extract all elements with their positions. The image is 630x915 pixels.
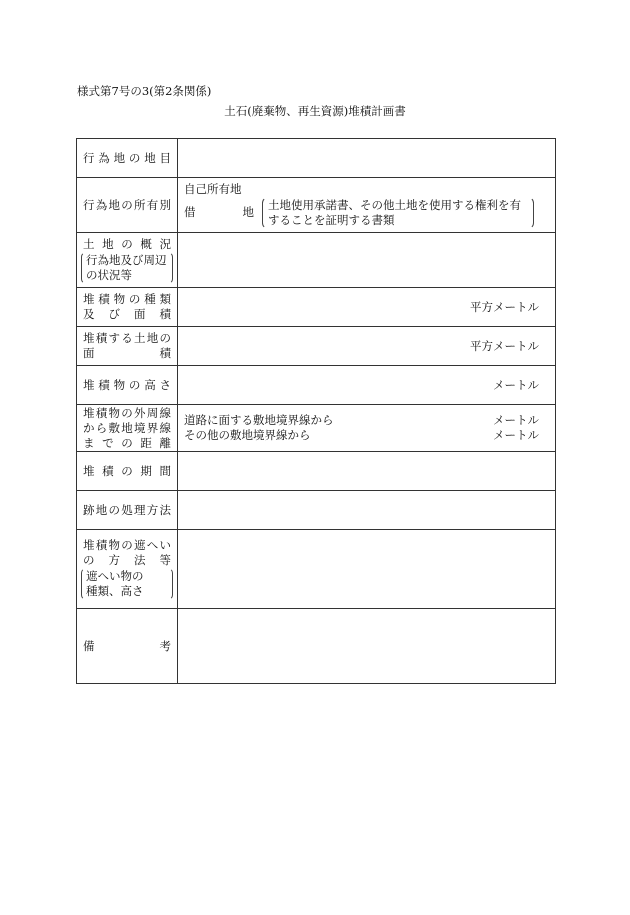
screening-note-line1: 遮へい物の — [86, 569, 144, 583]
row-remarks — [77, 609, 556, 684]
leased-char-a: 借 — [184, 205, 196, 219]
field-pile-type[interactable] — [178, 288, 556, 327]
label-pile-type-line1: 堆積物の種類 — [83, 292, 171, 306]
row-pile-land-area — [77, 327, 556, 366]
field-screening[interactable] — [178, 530, 556, 609]
plan-form-table — [76, 138, 556, 684]
label-site-owner: 行為地の所有別 — [83, 197, 171, 212]
option-own-land[interactable]: 自己所有地 — [184, 181, 242, 196]
distance-road-label: 道路に面する敷地境界線から — [184, 413, 334, 427]
leased-char-b: 地 — [242, 205, 254, 219]
label-pile-period: 堆積の期間 — [83, 463, 171, 478]
label-screening-line2: の方法等 — [83, 553, 171, 567]
field-pile-land-area[interactable] — [178, 327, 556, 366]
row-screening — [77, 530, 556, 609]
row-site-restore — [77, 491, 556, 530]
field-pile-distance[interactable] — [178, 405, 556, 452]
label-pile-land-line2: 面積 — [83, 346, 171, 360]
unit-square-meters: 平方メートル — [470, 338, 539, 353]
distance-other-label: その他の敷地境界線から — [184, 428, 311, 442]
label-screening-line1: 堆積物の遮へい — [83, 538, 171, 552]
unit-meters: メートル — [493, 413, 539, 427]
label-site-restore: 跡地の処理方法 — [83, 502, 171, 517]
field-pile-period[interactable] — [178, 452, 556, 491]
land-overview-note-line2: の状況等 — [86, 267, 132, 282]
label-pile-height: 堆積物の高さ — [83, 377, 171, 392]
screening-note — [81, 568, 173, 600]
field-remarks[interactable] — [178, 609, 556, 684]
leased-note: 土地使用承諾書、その他土地を使用する権利を有することを証明する書類 — [262, 197, 534, 229]
row-site-lot — [77, 139, 556, 178]
field-land-overview[interactable] — [178, 233, 556, 288]
field-site-lot[interactable] — [178, 139, 556, 178]
unit-meters: メートル — [493, 428, 539, 442]
field-pile-height[interactable] — [178, 366, 556, 405]
document-title: 土石(廃棄物、再生資源)堆積計画書 — [224, 104, 406, 118]
label-pile-land-line1: 堆積する土地の — [83, 331, 171, 345]
row-pile-type — [77, 288, 556, 327]
label-pile-distance-line3: までの距離 — [83, 435, 171, 450]
row-pile-distance — [77, 405, 556, 452]
unit-square-meters: 平方メートル — [470, 299, 539, 314]
row-site-owner — [77, 178, 556, 233]
screening-note-line2: 種類、高さ — [86, 584, 144, 598]
field-site-restore[interactable] — [178, 491, 556, 530]
option-leased-land[interactable] — [184, 205, 262, 220]
form-number: 様式第7号の3(第2条関係) — [77, 84, 212, 98]
land-overview-note — [81, 252, 173, 284]
label-site-lot: 行為地の地目 — [83, 150, 171, 165]
label-land-overview: 土地の概況 — [83, 236, 171, 251]
row-land-overview — [77, 233, 556, 288]
label-pile-distance-line2: から敷地境界線 — [83, 420, 171, 435]
unit-meters: メートル — [493, 377, 539, 392]
label-pile-distance-line1: 堆積物の外周線 — [83, 405, 171, 420]
label-remarks: 備考 — [83, 638, 171, 653]
field-site-owner[interactable] — [178, 178, 556, 233]
label-pile-type-line2: 及び面積 — [83, 307, 171, 321]
land-overview-note-line1: 行為地及び周辺 — [86, 252, 167, 267]
row-pile-height — [77, 366, 556, 405]
row-pile-period — [77, 452, 556, 491]
